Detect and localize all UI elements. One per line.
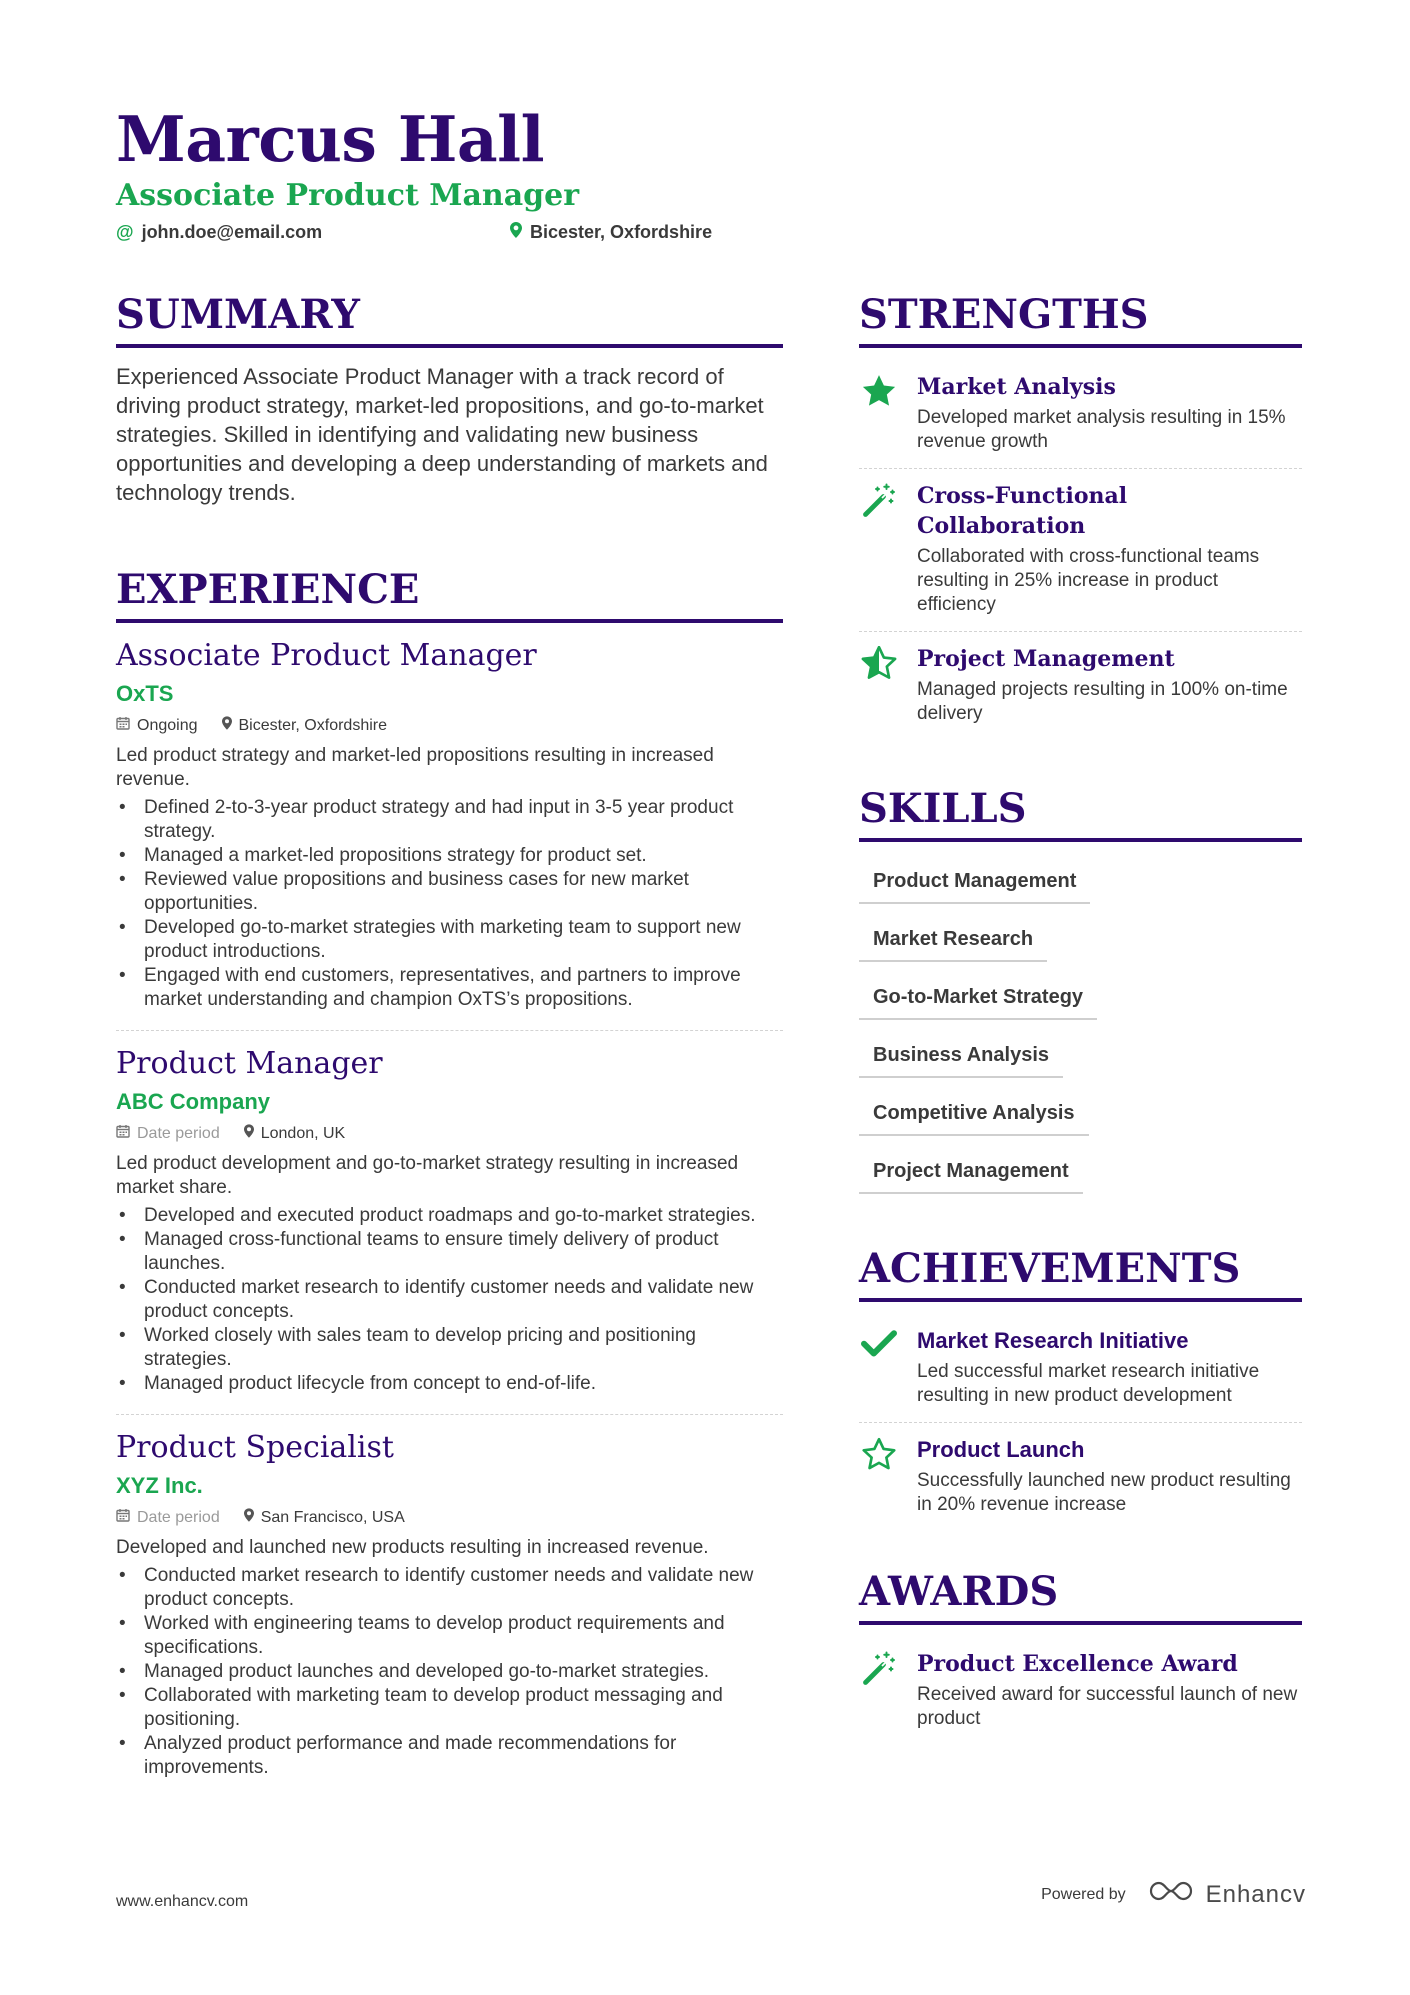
footer-website[interactable]: www.enhancv.com [116,1893,249,1910]
star-filled-icon [859,372,899,454]
job-entry [116,623,783,1031]
job-entry [116,1415,783,1798]
list-item [859,360,1302,469]
job-period-text: Ongoing [137,717,198,734]
star-half-icon [859,644,899,726]
summary-section [116,290,783,507]
summary-text: Experienced Associate Product Manager with a track record of driving product strategy, market-led propositions, and go-to-market strategies. Skilled in identifying and validating new business opportunities and developing a deep understanding of markets and technology trends. [116,364,768,505]
job-company: XYZ Inc. [116,1473,203,1498]
achievements-heading: ACHIEVEMENTS [859,1244,1302,1302]
location-pin-icon [222,715,232,737]
strengths-list [859,360,1302,740]
achievement-title: Product Launch [917,1437,1085,1462]
contact-row [116,222,1306,250]
awards-section [859,1567,1302,1745]
list-item [859,1423,1302,1531]
list-item: • Worked closely with sales team to develop pricing and positioning strategies. [116,1324,783,1372]
calendar-icon [116,1123,130,1145]
achievement-description: Successfully launched new product resulting in 20% revenue increase [917,1470,1291,1515]
job-title: Product Manager [116,1046,383,1081]
achievements-section [859,1244,1302,1531]
job-company: OxTS [116,681,174,706]
skills-section [859,784,1302,1194]
strength-description: Collaborated with cross-functional teams resulting in 25% increase in product efficiency [917,546,1260,615]
candidate-role: Associate Product Manager [116,178,580,213]
strength-title: Project Management [917,646,1175,672]
resume-header [116,100,1306,250]
job-period-text: Date period [137,1125,220,1142]
skill-tag: Go-to-Market Strategy [859,976,1097,1020]
skills-list [859,860,1302,1194]
calendar-icon [116,1507,130,1529]
location-pin-icon [244,1123,254,1145]
award-title: Product Excellence Award [917,1651,1238,1677]
list-item: • Conducted market research to identify customer needs and validate new product concepts. [116,1564,783,1612]
summary-heading: SUMMARY [116,290,783,348]
job-location [244,1123,346,1145]
list-item: • Conducted market research to identify customer needs and validate new product concepts. [116,1276,783,1324]
right-column [859,290,1302,1745]
list-item: • Worked with engineering teams to develop product requirements and specifications. [116,1612,783,1660]
job-period [116,715,198,737]
list-item [859,632,1302,740]
magic-wand-icon [859,1649,899,1731]
list-item: • Reviewed value propositions and business cases for new market opportunities. [116,868,783,916]
achievement-description: Led successful market research initiative resulting in new product development [917,1361,1260,1406]
job-location-text: London, UK [260,1125,346,1142]
awards-heading: AWARDS [859,1567,1302,1625]
left-column [116,290,783,1798]
job-title: Associate Product Manager [116,638,537,673]
job-description: Developed and launched new products resulting in increased revenue. [116,1537,709,1558]
list-item: • Developed and executed product roadmaps and go-to-market strategies. [116,1204,783,1228]
location-pin-icon [510,222,522,243]
strengths-section [859,290,1302,740]
skill-tag: Project Management [859,1150,1083,1194]
skill-tag: Competitive Analysis [859,1092,1089,1136]
job-location-text: Bicester, Oxfordshire [238,717,387,734]
list-item [859,1314,1302,1423]
list-item: • Defined 2-to-3-year product strategy and had input in 3-5 year product strategy. [116,796,783,844]
job-description: Led product development and go-to-market strategy resulting in increased market share. [116,1153,739,1198]
location-text: Bicester, Oxfordshire [530,222,713,242]
job-location-text: San Francisco, USA [260,1509,405,1526]
list-item [859,1637,1302,1745]
at-icon: @ [116,222,134,242]
list-item: • Managed product launches and developed go-to-market strategies. [116,1660,783,1684]
list-item: • Engaged with end customers, representatives, and partners to improve market understanding and champion OxTS’s propositions. [116,964,783,1012]
strength-description: Managed projects resulting in 100% on-time delivery [917,679,1288,724]
job-period-text: Date period [137,1509,220,1526]
job-description: Led product strategy and market-led propositions resulting in increased revenue. [116,745,714,790]
job-period [116,1507,220,1529]
contact-location [510,222,712,243]
strength-title: Market Analysis [917,374,1116,400]
job-period [116,1123,220,1145]
enhancv-logo[interactable] [1148,1880,1306,1909]
list-item: • Managed cross-functional teams to ensure timely delivery of product launches. [116,1228,783,1276]
skills-heading: SKILLS [859,784,1302,842]
job-meta [116,1507,783,1529]
skill-tag: Market Research [859,918,1047,962]
strength-description: Developed market analysis resulting in 15% revenue growth [917,407,1286,452]
job-meta [116,1123,783,1145]
list-item: • Managed a market-led propositions strategy for product set. [116,844,783,868]
experience-heading: EXPERIENCE [116,565,783,623]
checkmark-icon [859,1326,899,1408]
list-item: • Collaborated with marketing team to develop product messaging and positioning. [116,1684,783,1732]
skill-tag: Product Management [859,860,1090,904]
list-item: • Developed go-to-market strategies with marketing team to support new product introductions. [116,916,783,964]
calendar-icon [116,715,130,737]
achievement-title: Market Research Initiative [917,1328,1189,1353]
skill-tag: Business Analysis [859,1034,1063,1078]
brand-name: Enhancv [1205,1880,1306,1908]
email-text: john.doe@email.com [141,222,323,242]
job-title: Product Specialist [116,1430,394,1465]
star-outline-icon [859,1435,899,1517]
magic-wand-icon [859,481,899,617]
strengths-heading: STRENGTHS [859,290,1302,348]
location-pin-icon [244,1507,254,1529]
job-location [222,715,388,737]
footer-branding [1041,1880,1306,1909]
candidate-name: Marcus Hall [116,102,545,176]
powered-by-label: Powered by [1041,1885,1126,1903]
contact-email[interactable] [116,222,322,243]
achievements-list [859,1314,1302,1531]
award-description: Received award for successful launch of new product [917,1684,1298,1729]
strength-title: Cross-Functional Collaboration [917,483,1128,539]
job-entry [116,1031,783,1415]
list-item [859,469,1302,632]
enhancv-logo-icon [1148,1880,1194,1909]
list-item: • Managed product lifecycle from concept to end-of-life. [116,1372,783,1396]
job-company: ABC Company [116,1089,271,1114]
job-location [244,1507,405,1529]
list-item: • Analyzed product performance and made recommendations for improvements. [116,1732,783,1780]
job-bullets [116,1204,783,1396]
experience-section [116,565,783,1798]
awards-list [859,1637,1302,1745]
job-bullets [116,796,783,1012]
job-bullets [116,1564,783,1780]
job-meta [116,715,783,737]
